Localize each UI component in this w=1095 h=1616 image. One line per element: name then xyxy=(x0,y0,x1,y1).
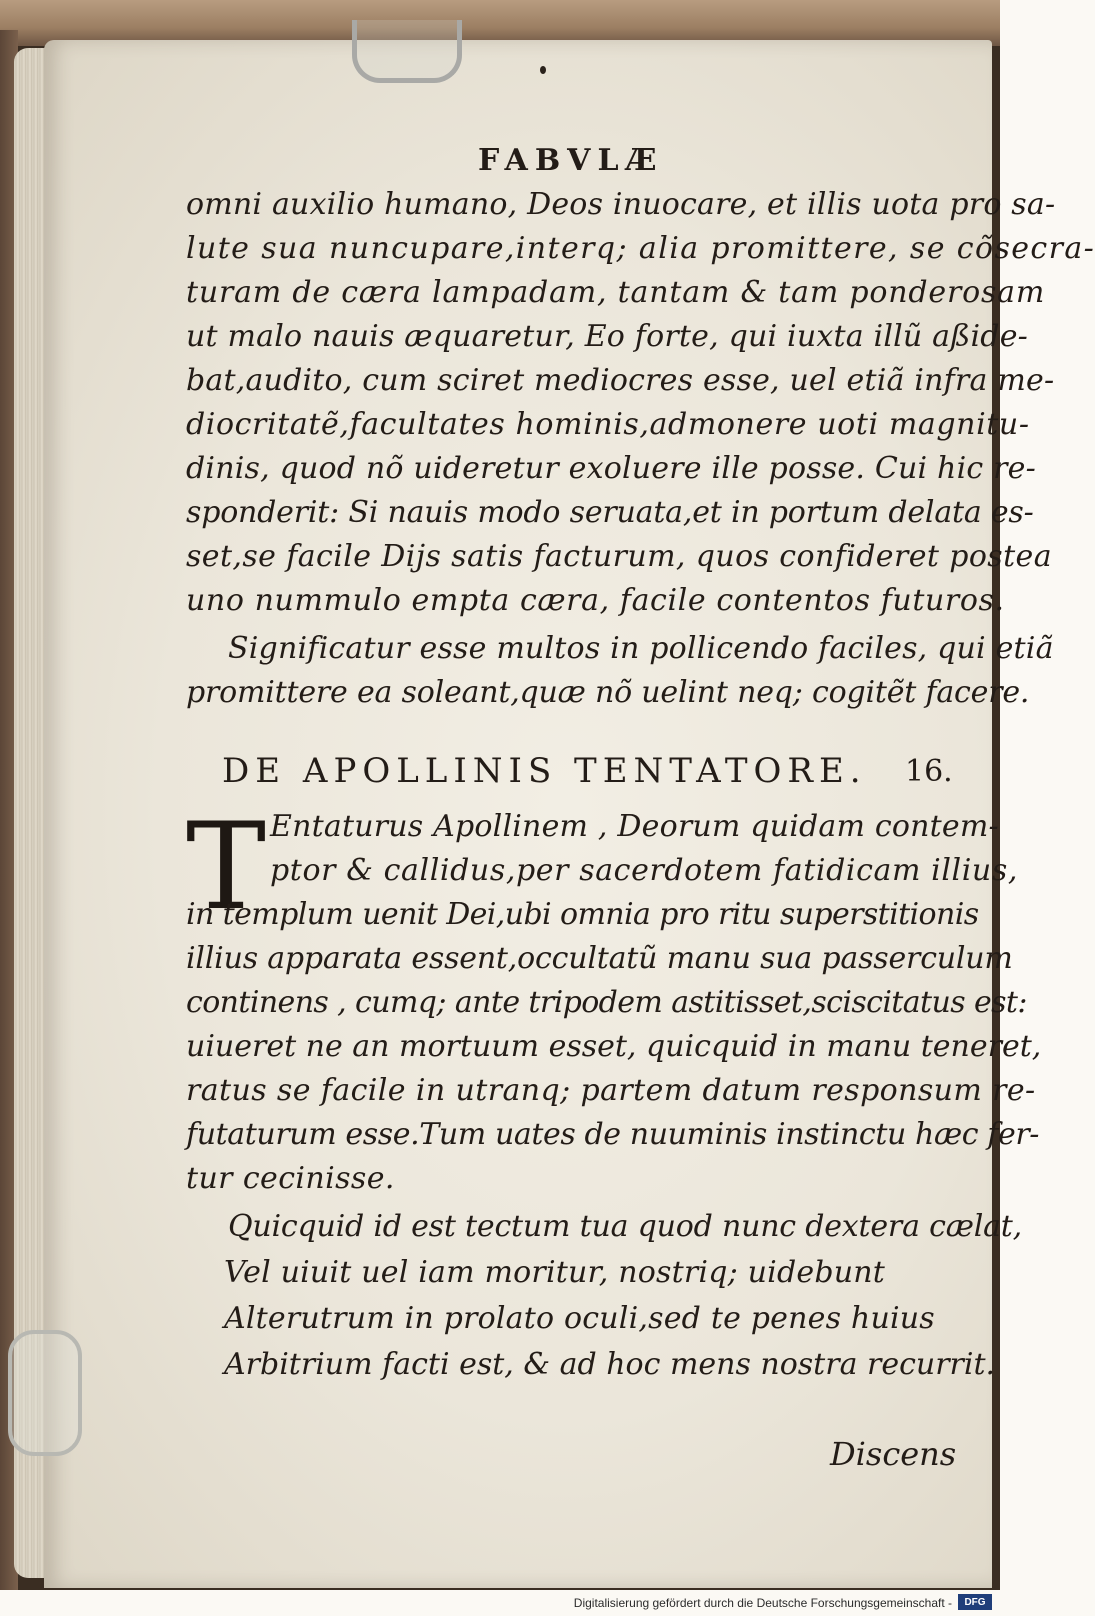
fable-line: tur cecinisse. xyxy=(186,1161,395,1196)
footer-bar xyxy=(0,1590,1000,1616)
fable-line: continens , cumq; ante tripodem astitisset,sciscitatus est: xyxy=(186,985,1027,1020)
fable-line: ptor & callidus,per sacerdotem fatidicam illius, xyxy=(270,853,1018,888)
fable-heading: DE APOLLINIS TENTATORE. xyxy=(222,751,867,791)
text-line: turam de cæra lampadam, tantam & tam ponderosam xyxy=(186,275,1046,310)
verse-line: Alterutrum in prolato oculi,sed te penes huius xyxy=(224,1301,935,1336)
page-holder-tab xyxy=(8,1330,82,1456)
text-line: diocritatẽ,facultates hominis,admonere uoti magnitu- xyxy=(186,407,1030,442)
footer-credit: Digitalisierung gefördert durch die Deutsche Forschungsgemeinschaft - xyxy=(573,1596,952,1610)
verse-line: Vel uiuit uel iam moritur, nostriq; uidebunt xyxy=(224,1255,886,1290)
text-line: omni auxilio humano, Deos inuocare, et illis uota pro sa- xyxy=(186,187,1056,222)
verse-line: Quicquid id est tectum tua quod nunc dextera cælat, xyxy=(228,1209,1022,1244)
ink-dot xyxy=(540,66,546,74)
fable-line: ratus se facile in utranq; partem datum responsum re- xyxy=(186,1073,1036,1108)
fable-line: futaturum esse.Tum uates de nuuminis instinctu hæc fer- xyxy=(186,1117,1040,1152)
text-line: uno nummulo empta cæra, facile contentos futuros. xyxy=(186,583,1005,618)
fable-line: in templum uenit Dei,ubi omnia pro ritu superstitionis xyxy=(186,897,979,932)
text-line: Significatur esse multos in pollicendo faciles, qui etiã xyxy=(228,631,1054,666)
text-line: dinis, quod nõ uideretur exoluere ille posse. Cui hic re- xyxy=(186,451,1036,486)
text-line: promittere ea soleant,quæ nõ uelint neq; cogitẽt facere. xyxy=(186,675,1030,710)
text-line: ut malo nauis æquaretur, Eo forte, qui iuxta illũ aßide- xyxy=(186,319,1029,354)
fable-line: illius apparata essent,occultatũ manu sua passerculum xyxy=(186,941,1013,976)
dfg-logo: DFG xyxy=(958,1594,992,1610)
fable-line: uiueret ne an mortuum esset, quicquid in manu teneret, xyxy=(186,1029,1042,1064)
text-line: lute sua nuncupare,interq; alia promittere, se cõsecra- xyxy=(186,231,1095,266)
running-head: FABVLÆ xyxy=(478,143,664,178)
fable-number: 16. xyxy=(905,754,953,789)
drop-cap: T xyxy=(186,798,267,937)
verse-line: Arbitrium facti est, & ad hoc mens nostra recurrit. xyxy=(224,1347,996,1382)
catchword: Discens xyxy=(830,1435,957,1473)
page-clip xyxy=(352,20,462,83)
fable-line: Entaturus Apollinem , Deorum quidam contem- xyxy=(270,809,999,844)
text-line: set,se facile Dijs satis facturum, quos confideret postea xyxy=(186,539,1052,574)
text-line: sponderit: Si nauis modo seruata,et in portum delata es- xyxy=(186,495,1034,530)
text-line: bat,audito, cum sciret mediocres esse, uel etiã infra me- xyxy=(186,363,1055,398)
